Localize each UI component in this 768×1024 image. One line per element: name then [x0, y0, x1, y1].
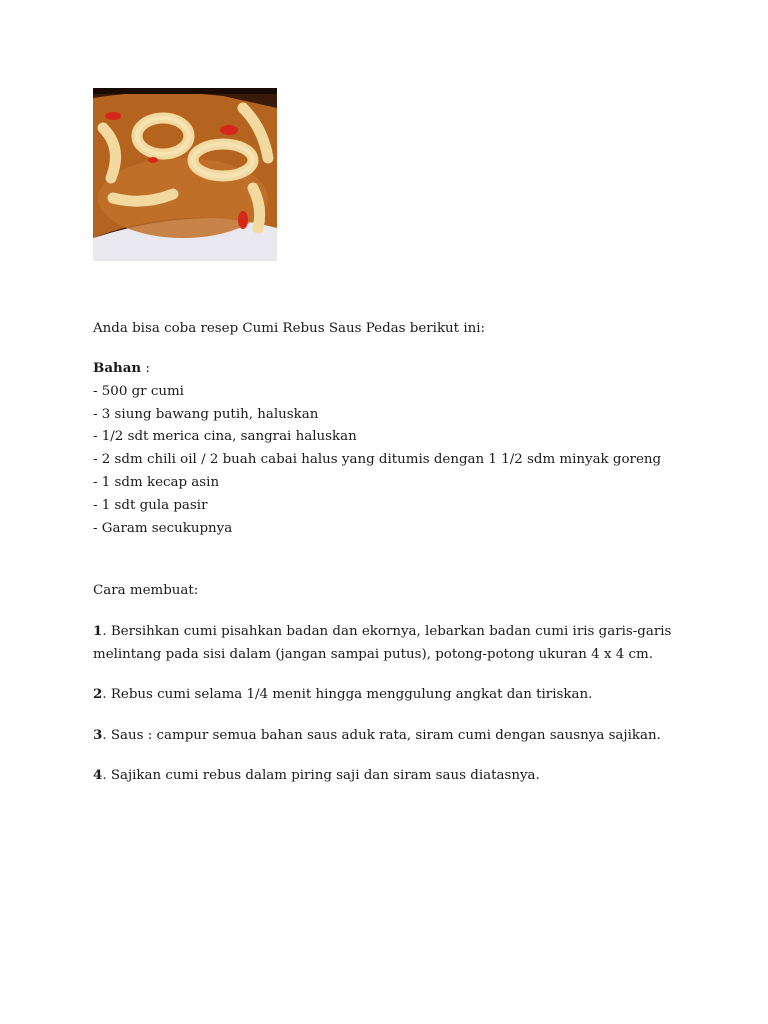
- ingredients-heading-label: Bahan: [93, 360, 142, 376]
- method-step: [93, 683, 693, 707]
- method-step: [93, 764, 693, 788]
- ingredient-item: - 2 sdm chili oil / 2 buah cabai halus yang ditumis dengan 1 1/2 sdm minyak goreng: [93, 452, 662, 468]
- step-text: . Rebus cumi selama 1/4 menit hingga menggulung angkat dan tiriskan.: [102, 687, 593, 703]
- ingredient-item: - 1/2 sdt merica cina, sangrai haluskan: [93, 429, 357, 445]
- ingredient-item: - 500 gr cumi: [93, 383, 184, 399]
- step-number: 1: [93, 623, 103, 640]
- step-number: 4: [93, 767, 103, 784]
- ingredient-item: - 3 siung bawang putih, haluskan: [93, 406, 319, 422]
- step-number: 2: [93, 686, 103, 703]
- ingredients-list: [93, 381, 693, 541]
- ingredients-heading: [93, 357, 693, 381]
- ingredients-heading-suffix: :: [141, 361, 150, 376]
- method-heading: Cara membuat:: [93, 583, 199, 599]
- step-text: . Sajikan cumi rebus dalam piring saji dan siram saus diatasnya.: [102, 768, 540, 784]
- intro-text: Anda bisa coba resep Cumi Rebus Saus Pedas berikut ini:: [93, 321, 486, 336]
- squid-dish-photo: [93, 88, 277, 261]
- step-text: . Bersihkan cumi pisahkan badan dan ekornya, lebarkan badan cumi iris garis-garis melintang pada sisi dalam (jangan sampai putus), potong-potong ukuran 4 x 4 cm.: [93, 624, 672, 662]
- ingredients-section: [93, 357, 693, 540]
- step-text: . Saus : campur semua bahan saus aduk rata, siram cumi dengan sausnya sajikan.: [102, 727, 661, 743]
- document-page: [93, 88, 693, 805]
- method-step: [93, 724, 693, 748]
- step-number: 3: [93, 726, 103, 743]
- method-step: [93, 620, 693, 666]
- ingredient-item: - 1 sdt gula pasir: [93, 497, 208, 513]
- squid-in-chili-sauce-icon: [93, 88, 277, 261]
- method-steps: [93, 620, 693, 788]
- ingredient-item: - 1 sdm kecap asin: [93, 474, 220, 490]
- ingredient-item: - Garam secukupnya: [93, 520, 233, 536]
